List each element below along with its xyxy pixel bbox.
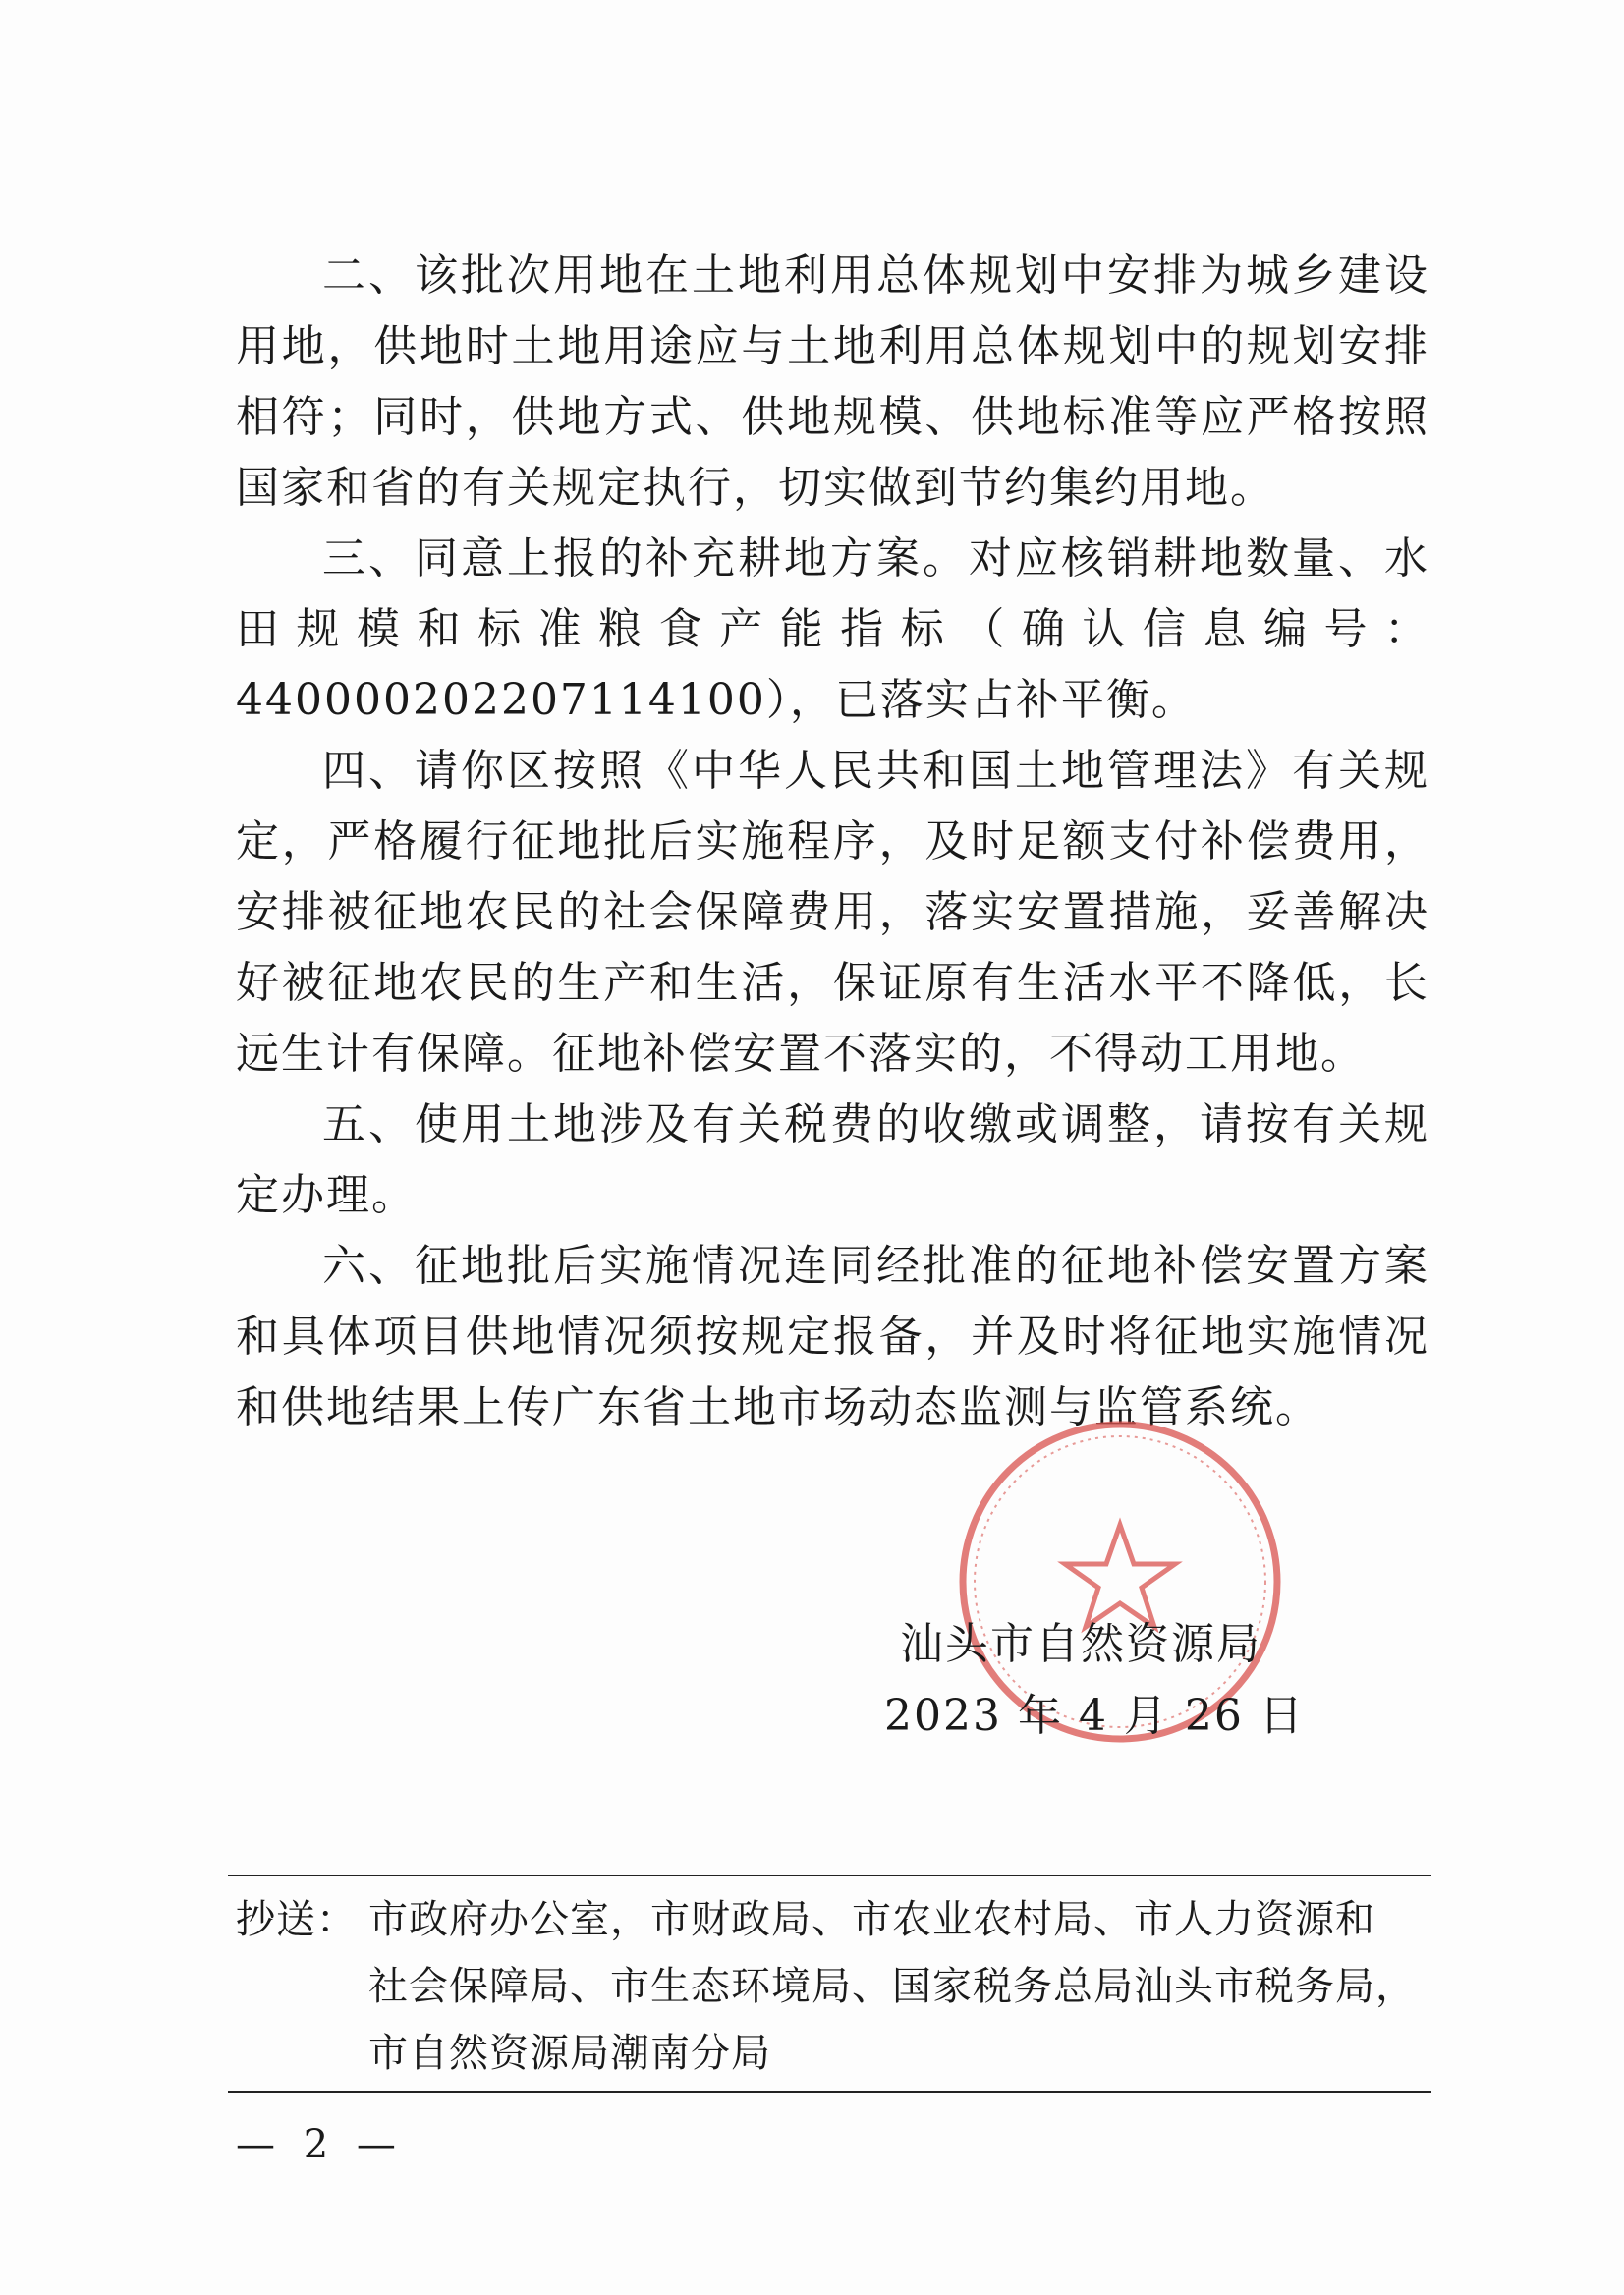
cc-label: 抄送： [236,1897,357,1942]
issue-date: 2023 年 4 月 26 日 [884,1691,1305,1741]
cc-recipients [368,1886,1429,2087]
cc-line: 市政府办公室，市财政局、市农业农村局、市人力资源和 [368,1897,1375,1942]
document-body [236,241,1429,1443]
paragraph-6: 六、征地批后实施情况连同经批准的征地补偿安置方案和具体项目供地情况须按规定报备，并及时将征地实施情况和供地结果上传广东省土地市场动态监测与监管系统。 [236,1241,1429,1432]
paragraph-4: 四、请你区按照《中华人民共和国土地管理法》有关规定，严格履行征地批后实施程序，及时足额支付补偿费用，安排被征地农民的社会保障费用，落实安置措施，妥善解决好被征地农民的生产和生活，保证原有生活水平不降低，长远生计有保障。征地补偿安置不落实的，不得动工用地。 [236,746,1429,1079]
page-number: — 2 — [236,2122,404,2167]
cc-line: 市自然资源局潮南分局 [368,2031,771,2076]
issuer-name: 汕头市自然资源局 [900,1619,1261,1669]
paragraph-3: 三、同意上报的补充耕地方案。对应核销耕地数量、水田规模和标准粮食产能指标（确认信息编号：440000202207114100），已落实占补平衡。 [236,533,1429,725]
cc-line: 社会保障局、市生态环境局、国家税务总局汕头市税务局， [368,1964,1416,2009]
paragraph-5: 五、使用土地涉及有关税费的收缴或调整，请按有关规定办理。 [236,1099,1429,1220]
cc-top-divider [228,1875,1431,1876]
cc-bottom-divider [228,2091,1431,2093]
paragraph-2: 二、该批次用地在土地利用总体规划中安排为城乡建设用地，供地时土地用途应与土地利用总体规划中的规划安排相符；同时，供地方式、供地规模、供地标准等应严格按照国家和省的有关规定执行，切实做到节约集约用地。 [236,251,1429,513]
